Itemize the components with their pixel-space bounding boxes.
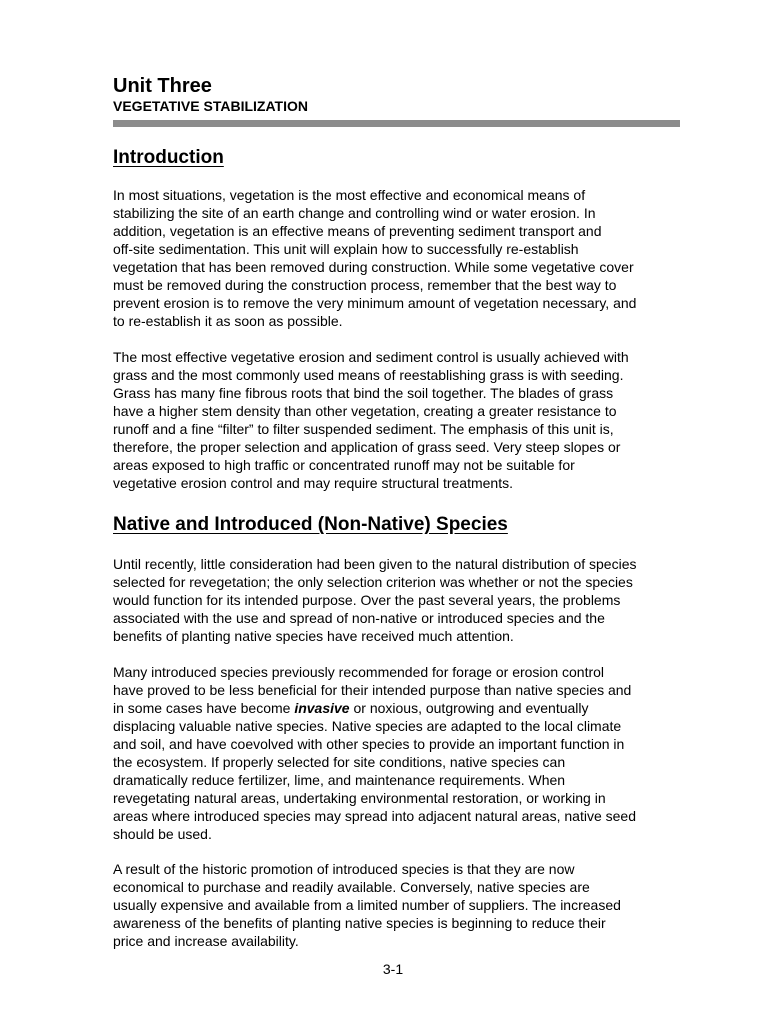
text-line: have proved to be less beneficial for their intended purpose than native species and bbox=[113, 682, 632, 698]
text-line: Until recently, little consideration had been given to the natural distribution of species bbox=[113, 556, 637, 572]
unit-subtitle: VEGETATIVE STABILIZATION bbox=[113, 98, 308, 114]
page-number: 3-1 bbox=[382, 961, 404, 977]
text-line: benefits of planting native species have received much attention. bbox=[113, 628, 514, 644]
text-line: off-site sedimentation. This unit will explain how to successfully re-establish bbox=[113, 241, 579, 257]
text-line: price and increase availability. bbox=[113, 933, 299, 949]
text-line: Many introduced species previously recommended for forage or erosion control bbox=[113, 664, 605, 680]
text-line: Grass has many fine fibrous roots that bind the soil together. The blades of grass bbox=[113, 385, 614, 401]
text-line: must be removed during the construction process, remember that the best way to bbox=[113, 277, 617, 293]
text-segment: in some cases have become bbox=[113, 700, 295, 716]
emphasized-term: invasive bbox=[294, 700, 350, 716]
introduction-heading: Introduction bbox=[113, 147, 224, 168]
text-line: revegetating natural areas, undertaking environmental restoration, or working in bbox=[113, 790, 606, 806]
text-line: areas exposed to high traffic or concentrated runoff may not be suitable for bbox=[113, 457, 575, 473]
text-line: therefore, the proper selection and application of grass seed. Very steep slopes or bbox=[113, 439, 621, 455]
intro-paragraph-2 bbox=[113, 348, 688, 492]
text-line: In most situations, vegetation is the most effective and economical means of bbox=[113, 187, 586, 203]
text-line: vegetation that has been removed during construction. While some vegetative cover bbox=[113, 259, 634, 275]
text-line: vegetative erosion control and may require structural treatments. bbox=[113, 475, 513, 491]
text-segment: or noxious, outgrowing and eventually bbox=[349, 700, 589, 716]
text-line: addition, vegetation is an effective means of preventing sediment transport and bbox=[113, 223, 602, 239]
text-line bbox=[113, 699, 688, 717]
text-line: stabilizing the site of an earth change and controlling wind or water erosion. In bbox=[113, 205, 596, 221]
text-line: dramatically reduce fertilizer, lime, and maintenance requirements. When bbox=[113, 772, 566, 788]
text-line: runoff and a fine “filter” to filter suspended sediment. The emphasis of this unit is, bbox=[113, 421, 614, 437]
text-line: The most effective vegetative erosion and sediment control is usually achieved with bbox=[113, 349, 629, 365]
text-line: associated with the use and spread of non-native or introduced species and the bbox=[113, 610, 605, 626]
text-line: have a higher stem density than other vegetation, creating a greater resistance to bbox=[113, 403, 617, 419]
text-line: prevent erosion is to remove the very minimum amount of vegetation necessary, and bbox=[113, 295, 637, 311]
text-line: and soil, and have coevolved with other species to provide an important function in bbox=[113, 736, 625, 752]
native-species-heading: Native and Introduced (Non-Native) Species bbox=[113, 514, 508, 535]
native-paragraph-1 bbox=[113, 555, 688, 645]
text-line: areas where introduced species may spread into adjacent natural areas, native seed bbox=[113, 808, 636, 824]
text-line: economical to purchase and readily available. Conversely, native species are bbox=[113, 879, 590, 895]
text-line: selected for revegetation; the only selection criterion was whether or not the species bbox=[113, 574, 633, 590]
text-line: usually expensive and available from a limited number of suppliers. The increased bbox=[113, 897, 621, 913]
header-divider bbox=[113, 120, 680, 127]
intro-paragraph-1 bbox=[113, 186, 688, 330]
text-line: to re-establish it as soon as possible. bbox=[113, 313, 343, 329]
unit-title: Unit Three bbox=[113, 75, 212, 97]
text-line: displacing valuable native species. Native species are adapted to the local climate bbox=[113, 718, 622, 734]
text-line: grass and the most commonly used means of reestablishing grass is with seeding. bbox=[113, 367, 624, 383]
text-line: awareness of the benefits of planting native species is beginning to reduce their bbox=[113, 915, 606, 931]
text-line: the ecosystem. If properly selected for site conditions, native species can bbox=[113, 754, 566, 770]
text-line: A result of the historic promotion of introduced species is that they are now bbox=[113, 861, 575, 877]
native-paragraph-3 bbox=[113, 860, 688, 950]
text-line: should be used. bbox=[113, 826, 212, 842]
text-line: would function for its intended purpose. Over the past several years, the problems bbox=[113, 592, 621, 608]
native-paragraph-2 bbox=[113, 663, 688, 843]
